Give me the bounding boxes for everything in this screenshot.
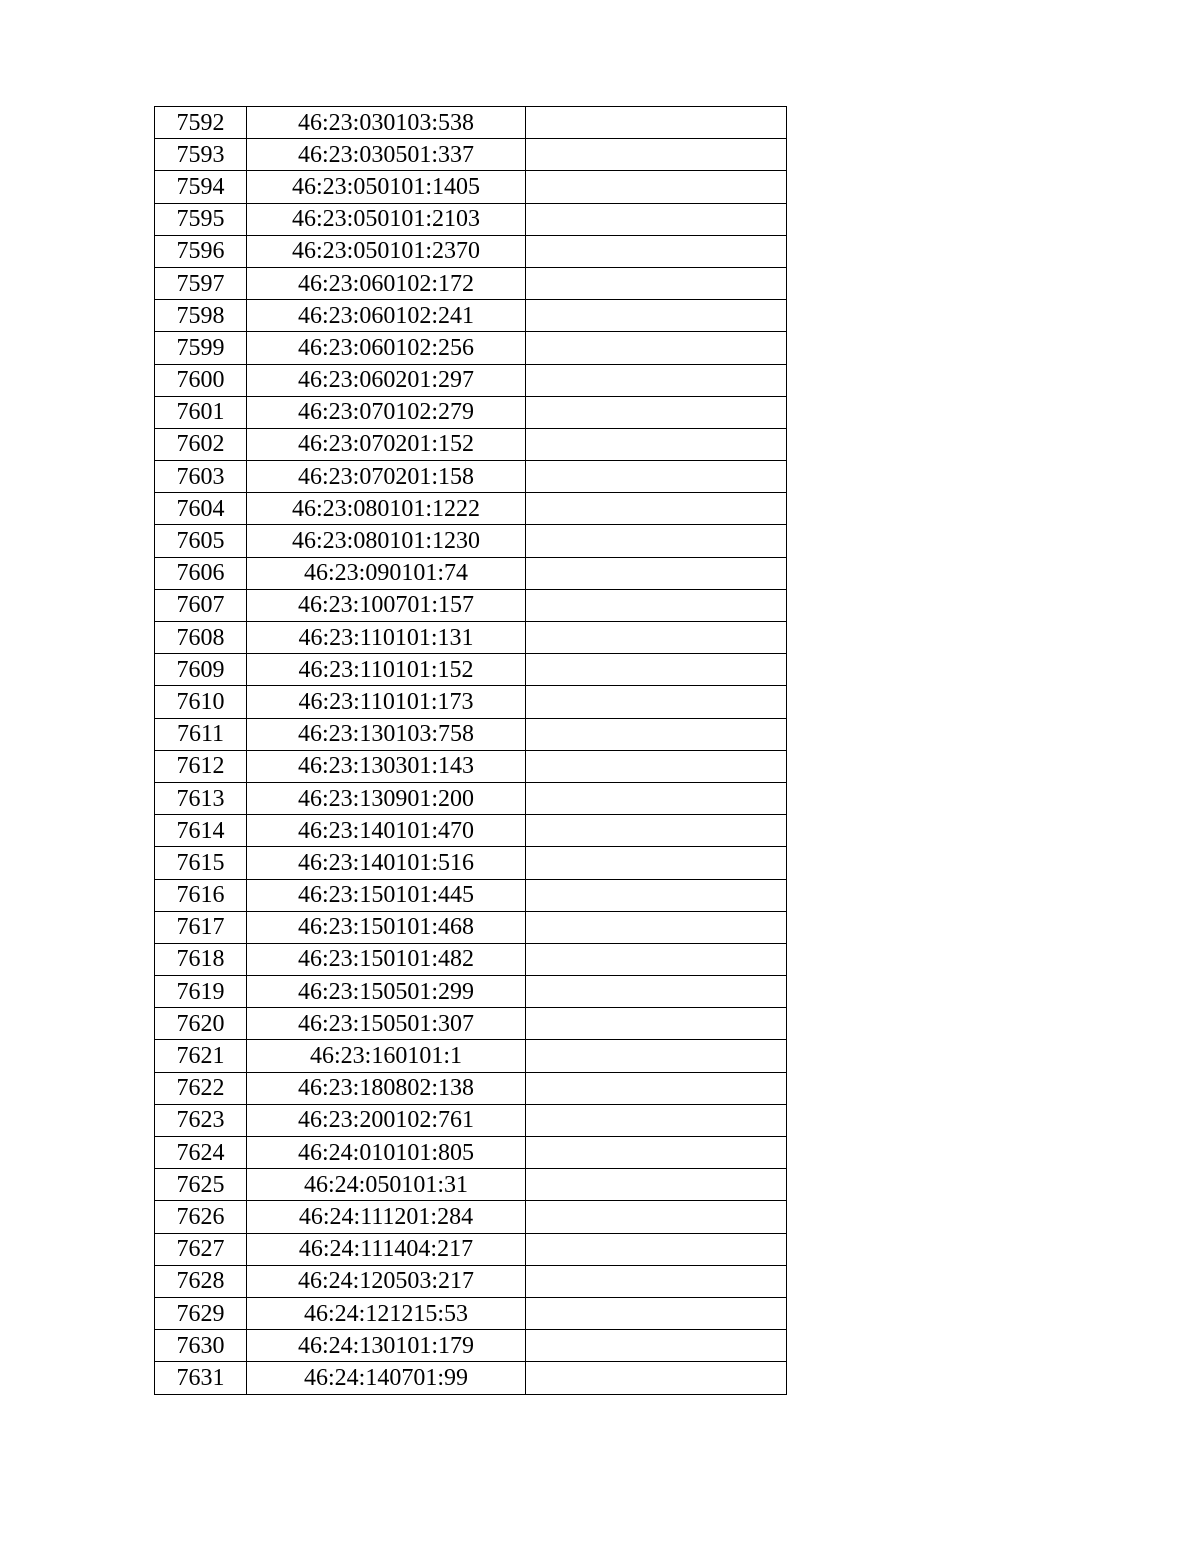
empty-cell [526, 1040, 787, 1072]
empty-cell [526, 879, 787, 911]
cadastral-number-cell: 46:23:140101:516 [247, 847, 526, 879]
row-number-cell: 7627 [155, 1233, 247, 1265]
cadastral-number-cell: 46:23:060102:256 [247, 332, 526, 364]
empty-cell [526, 911, 787, 943]
row-number-cell: 7609 [155, 654, 247, 686]
cadastral-number-cell: 46:23:060201:297 [247, 364, 526, 396]
table-row [155, 171, 787, 203]
row-number-cell: 7608 [155, 622, 247, 654]
table-row [155, 622, 787, 654]
cadastral-number-cell: 46:24:130101:179 [247, 1330, 526, 1362]
table-row [155, 300, 787, 332]
cadastral-number-cell: 46:23:080101:1230 [247, 525, 526, 557]
cadastral-number-cell: 46:23:070201:152 [247, 428, 526, 460]
cadastral-number-cell: 46:23:070201:158 [247, 461, 526, 493]
cadastral-number-cell: 46:23:130301:143 [247, 750, 526, 782]
table-row [155, 1072, 787, 1104]
table-row [155, 1008, 787, 1040]
cadastral-number-cell: 46:23:110101:152 [247, 654, 526, 686]
row-number-cell: 7620 [155, 1008, 247, 1040]
empty-cell [526, 107, 787, 139]
cadastral-number-cell: 46:23:160101:1 [247, 1040, 526, 1072]
row-number-cell: 7593 [155, 139, 247, 171]
cadastral-number-cell: 46:23:080101:1222 [247, 493, 526, 525]
row-number-cell: 7604 [155, 493, 247, 525]
cadastral-number-cell: 46:23:150501:307 [247, 1008, 526, 1040]
row-number-cell: 7597 [155, 267, 247, 299]
row-number-cell: 7592 [155, 107, 247, 139]
empty-cell [526, 203, 787, 235]
table-row [155, 1040, 787, 1072]
table-row [155, 428, 787, 460]
row-number-cell: 7625 [155, 1169, 247, 1201]
row-number-cell: 7603 [155, 461, 247, 493]
cadastral-number-cell: 46:23:150101:482 [247, 943, 526, 975]
table-row [155, 107, 787, 139]
row-number-cell: 7600 [155, 364, 247, 396]
empty-cell [526, 428, 787, 460]
table-row [155, 815, 787, 847]
row-number-cell: 7596 [155, 235, 247, 267]
row-number-cell: 7605 [155, 525, 247, 557]
empty-cell [526, 1362, 787, 1394]
table-row [155, 461, 787, 493]
table-row [155, 525, 787, 557]
table-row [155, 1265, 787, 1297]
empty-cell [526, 686, 787, 718]
row-number-cell: 7614 [155, 815, 247, 847]
row-number-cell: 7623 [155, 1104, 247, 1136]
empty-cell [526, 300, 787, 332]
empty-cell [526, 171, 787, 203]
table-row [155, 879, 787, 911]
table-row [155, 686, 787, 718]
table-row [155, 750, 787, 782]
empty-cell [526, 396, 787, 428]
empty-cell [526, 332, 787, 364]
cadastral-number-cell: 46:23:050101:2103 [247, 203, 526, 235]
cadastral-number-cell: 46:23:050101:1405 [247, 171, 526, 203]
empty-cell [526, 1330, 787, 1362]
table-row [155, 847, 787, 879]
empty-cell [526, 1008, 787, 1040]
empty-cell [526, 1072, 787, 1104]
empty-cell [526, 1137, 787, 1169]
empty-cell [526, 1169, 787, 1201]
table-row [155, 557, 787, 589]
empty-cell [526, 589, 787, 621]
table-row [155, 139, 787, 171]
table-row [155, 943, 787, 975]
cadastral-number-cell: 46:24:120503:217 [247, 1265, 526, 1297]
empty-cell [526, 461, 787, 493]
cadastral-number-cell: 46:24:111201:284 [247, 1201, 526, 1233]
row-number-cell: 7613 [155, 782, 247, 814]
row-number-cell: 7626 [155, 1201, 247, 1233]
cadastral-number-cell: 46:24:050101:31 [247, 1169, 526, 1201]
row-number-cell: 7602 [155, 428, 247, 460]
cadastral-number-cell: 46:23:050101:2370 [247, 235, 526, 267]
empty-cell [526, 782, 787, 814]
empty-cell [526, 493, 787, 525]
table-row [155, 976, 787, 1008]
row-number-cell: 7598 [155, 300, 247, 332]
cadastral-number-cell: 46:24:140701:99 [247, 1362, 526, 1394]
cadastral-number-cell: 46:23:030501:337 [247, 139, 526, 171]
row-number-cell: 7594 [155, 171, 247, 203]
cadastral-number-cell: 46:23:090101:74 [247, 557, 526, 589]
table-row [155, 589, 787, 621]
cadastral-number-cell: 46:23:030103:538 [247, 107, 526, 139]
table-row [155, 1297, 787, 1329]
empty-cell [526, 139, 787, 171]
cadastral-number-cell: 46:24:010101:805 [247, 1137, 526, 1169]
empty-cell [526, 847, 787, 879]
table-row [155, 364, 787, 396]
table-row [155, 1362, 787, 1394]
empty-cell [526, 1297, 787, 1329]
empty-cell [526, 718, 787, 750]
row-number-cell: 7630 [155, 1330, 247, 1362]
table-row [155, 203, 787, 235]
table-row [155, 332, 787, 364]
cadastral-number-cell: 46:23:180802:138 [247, 1072, 526, 1104]
cadastral-number-cell: 46:23:130103:758 [247, 718, 526, 750]
empty-cell [526, 750, 787, 782]
table-row [155, 1330, 787, 1362]
empty-cell [526, 235, 787, 267]
row-number-cell: 7606 [155, 557, 247, 589]
cadastral-number-cell: 46:23:110101:131 [247, 622, 526, 654]
empty-cell [526, 1233, 787, 1265]
cadastral-number-cell: 46:23:100701:157 [247, 589, 526, 621]
table-row [155, 396, 787, 428]
cadastral-number-cell: 46:23:150101:445 [247, 879, 526, 911]
empty-cell [526, 364, 787, 396]
table-row [155, 654, 787, 686]
row-number-cell: 7624 [155, 1137, 247, 1169]
cadastral-number-cell: 46:23:070102:279 [247, 396, 526, 428]
table-row [155, 782, 787, 814]
row-number-cell: 7621 [155, 1040, 247, 1072]
cadastral-number-cell: 46:23:150501:299 [247, 976, 526, 1008]
row-number-cell: 7611 [155, 718, 247, 750]
table-row [155, 718, 787, 750]
empty-cell [526, 525, 787, 557]
row-number-cell: 7628 [155, 1265, 247, 1297]
row-number-cell: 7610 [155, 686, 247, 718]
table-row [155, 1233, 787, 1265]
cadastral-number-cell: 46:23:060102:241 [247, 300, 526, 332]
table-row [155, 1137, 787, 1169]
empty-cell [526, 557, 787, 589]
cadastral-number-cell: 46:23:060102:172 [247, 267, 526, 299]
empty-cell [526, 622, 787, 654]
cadastral-number-cell: 46:24:111404:217 [247, 1233, 526, 1265]
empty-cell [526, 943, 787, 975]
row-number-cell: 7615 [155, 847, 247, 879]
row-number-cell: 7618 [155, 943, 247, 975]
cadastral-number-cell: 46:23:130901:200 [247, 782, 526, 814]
cadastral-numbers-table [154, 106, 787, 1395]
table-row [155, 235, 787, 267]
empty-cell [526, 1104, 787, 1136]
row-number-cell: 7612 [155, 750, 247, 782]
empty-cell [526, 1201, 787, 1233]
empty-cell [526, 1265, 787, 1297]
empty-cell [526, 654, 787, 686]
table-body [155, 107, 787, 1395]
empty-cell [526, 815, 787, 847]
row-number-cell: 7629 [155, 1297, 247, 1329]
row-number-cell: 7616 [155, 879, 247, 911]
empty-cell [526, 976, 787, 1008]
table-row [155, 1104, 787, 1136]
empty-cell [526, 267, 787, 299]
table-row [155, 911, 787, 943]
row-number-cell: 7617 [155, 911, 247, 943]
table-row [155, 493, 787, 525]
table-row [155, 267, 787, 299]
cadastral-number-cell: 46:23:110101:173 [247, 686, 526, 718]
cadastral-number-cell: 46:23:150101:468 [247, 911, 526, 943]
table-row [155, 1169, 787, 1201]
row-number-cell: 7601 [155, 396, 247, 428]
cadastral-number-cell: 46:23:140101:470 [247, 815, 526, 847]
cadastral-number-cell: 46:24:121215:53 [247, 1297, 526, 1329]
row-number-cell: 7619 [155, 976, 247, 1008]
row-number-cell: 7599 [155, 332, 247, 364]
cadastral-number-cell: 46:23:200102:761 [247, 1104, 526, 1136]
row-number-cell: 7631 [155, 1362, 247, 1394]
row-number-cell: 7607 [155, 589, 247, 621]
row-number-cell: 7622 [155, 1072, 247, 1104]
table-row [155, 1201, 787, 1233]
row-number-cell: 7595 [155, 203, 247, 235]
